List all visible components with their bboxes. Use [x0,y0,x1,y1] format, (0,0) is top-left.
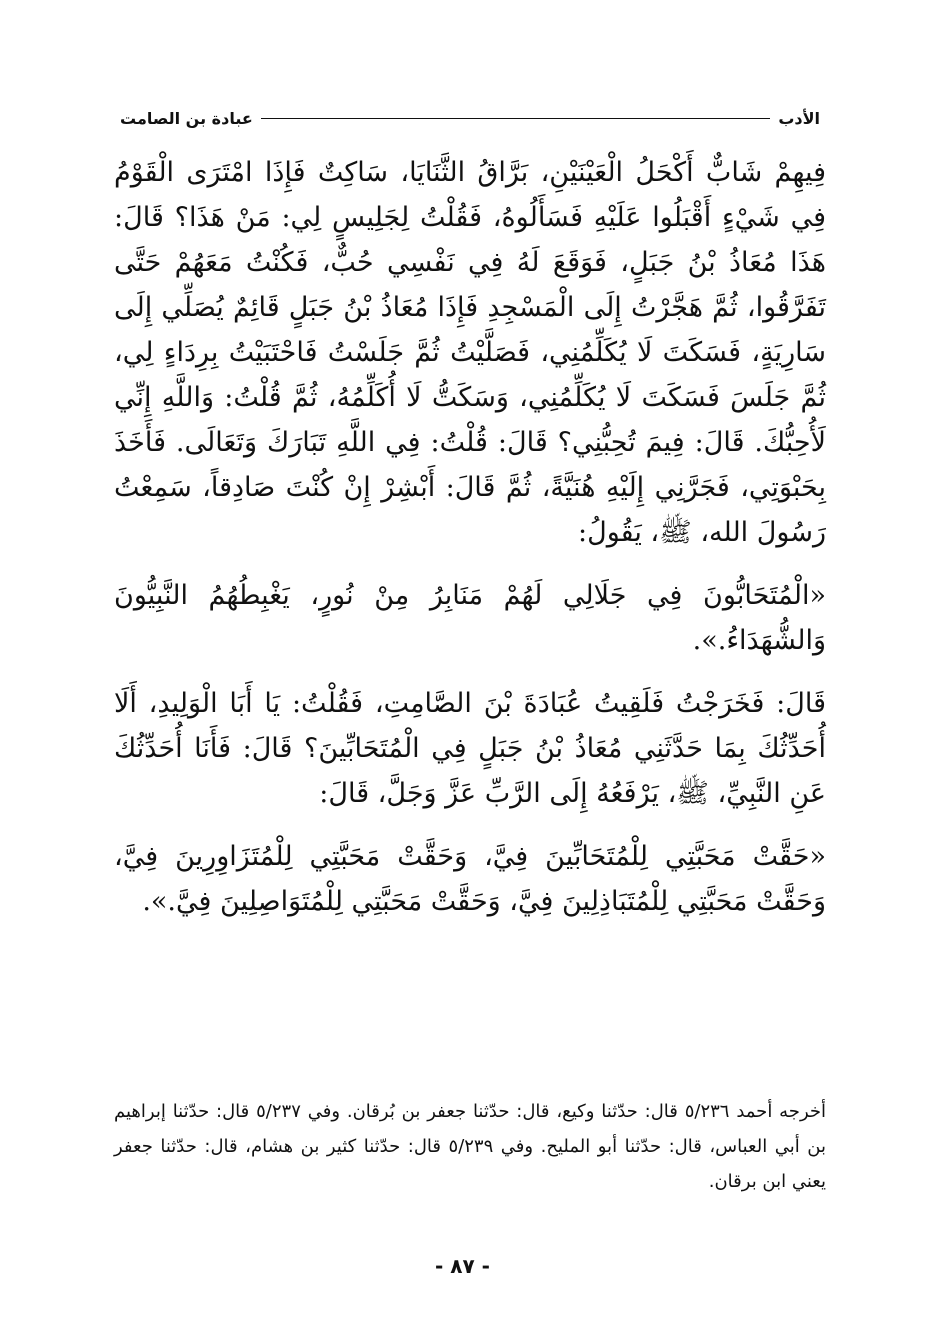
page-number: - ٨٧ - [435,1254,490,1278]
hadith-quote-1: «الْمُتَحَابُّونَ فِي جَلَالِي لَهُمْ مَنَابِرُ مِنْ نُورٍ، يَغْبِطُهُمُ النَّبِيُّونَ وَالشُّهَدَاءُ.». [114,580,826,656]
footnote [114,1094,826,1199]
paragraph-narration: فِيهِمْ شَابٌّ أَكْحَلُ الْعَيْنَيْنِ، بَرَّاقُ الثَّنَايَا، سَاكِتٌ فَإِذَا امْتَرَى الْقَوْمُ فِي شَيْءٍ أَقْبَلُوا عَلَيْهِ فَسَأَلُوهُ، فَقُلْتُ لِجَلِيسٍ لِي: مَنْ هَذَا؟ قَالَ: هَذَا مُعَاذُ بْنُ جَبَلٍ، فَوَقَعَ لَهُ فِي نَفْسِي حُبٌّ، فَكُنْتُ مَعَهُمْ حَتَّى تَفَرَّقُوا، ثُمَّ هَجَّرْتُ إِلَى الْمَسْجِدِ فَإِذَا مُعَاذُ بْنُ جَبَلٍ قَائِمٌ يُصَلِّي إِلَى سَارِيَةٍ، فَسَكَتَ لَا يُكَلِّمُنِي، فَصَلَّيْتُ ثُمَّ جَلَسْتُ فَاحْتَبَيْتُ بِرِدَاءٍ لِي، ثُمَّ جَلَسَ فَسَكَتَ لَا يُكَلِّمُنِي، وَسَكَتُّ لَا أُكَلِّمُهُ، ثُمَّ قُلْتُ: وَاللَّهِ إِنِّي لَأُحِبُّكَ. قَالَ: فِيمَ تُحِبُّنِي؟ قَالَ: قُلْتُ: فِي اللَّهِ تَبَارَكَ وَتَعَالَى. فَأَخَذَ بِحَبْوَتِي، فَجَرَّنِي إِلَيْهِ هُنَيَّةً، ثُمَّ قَالَ: أَبْشِرْ إِنْ كُنْتَ صَادِقاً، سَمِعْتُ رَسُولَ الله، ﷺ، يَقُولُ: [114,157,826,548]
running-header [120,104,820,132]
header-chapter-title: الأدب [778,108,820,128]
paragraph-narration-2: قَالَ: فَخَرَجْتُ فَلَقِيتُ عُبَادَةَ بْنَ الصَّامِتِ، فَقُلْتُ: يَا أَبَا الْوَلِيدِ، أَلَا أُحَدِّثُكَ بِمَا حَدَّثَنِي مُعَاذُ بْنُ جَبَلٍ فِي الْمُتَحَابِّينَ؟ قَالَ: فَأَنَا أُحَدِّثُكَ عَنِ النَّبِيِّ، ﷺ، يَرْفَعُهُ إِلَى الرَّبِّ عَزَّ وَجَلَّ، قَالَ: [114,688,826,809]
footnote-text: أخرجه أحمد ٥/٢٣٦ قال: حدّثنا وكيع، قال: حدّثنا جعفر بن بُرقان. وفي ٥/٢٣٧ قال: حدّثنا إبراهيم بن أبي العباس، قال: حدّثنا أبو المليح. وفي ٥/٢٣٩ قال: حدّثنا كثير بن هشام، قال: حدّثنا جعفر يعني ابن برقان. [114,1101,826,1192]
hadith-quote-2: «حَقَّتْ مَحَبَّتِي لِلْمُتَحَابِّينَ فِيَّ، وَحَقَّتْ مَحَبَّتِي لِلْمُتَزَاوِرِينَ فِيَّ، وَحَقَّتْ مَحَبَّتِي لِلْمُتَبَاذِلِينَ فِيَّ، وَحَقَّتْ مَحَبَّتِي لِلْمُتَوَاصِلِينَ فِيَّ.». [114,841,826,917]
main-text [114,150,826,924]
header-section-title: عبادة بن الصامت [120,108,253,128]
header-rule [261,118,771,119]
